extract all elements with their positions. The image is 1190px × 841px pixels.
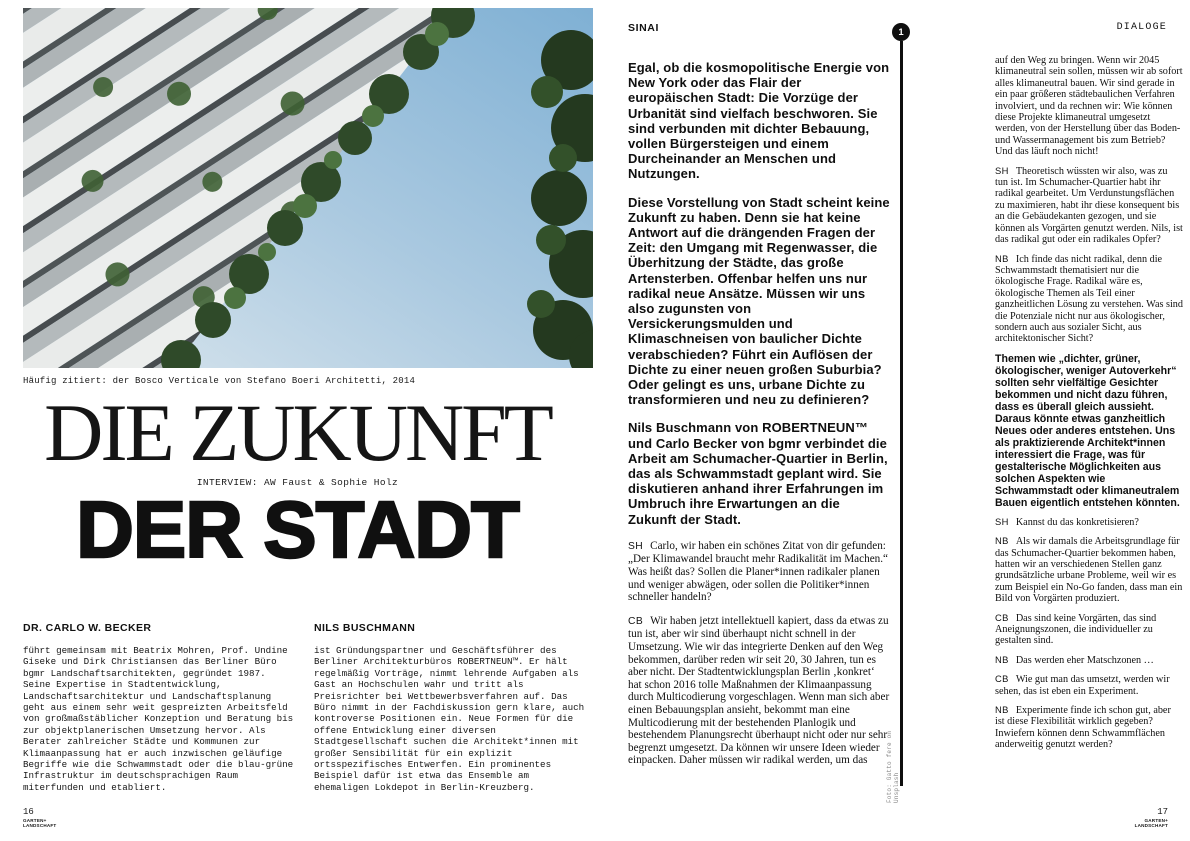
column-rule [900, 41, 903, 786]
interview-column-1 [628, 60, 890, 778]
speaker-label: NB [995, 654, 1009, 665]
folio-left [23, 807, 56, 829]
paragraph-text: Ich finde das nicht radikal, denn die Schwammstadt thematisiert nur die ökologische Frage. Radikal wäre es, ökologische Themen als Teil einer ganzheitlichen Lösung zu verstehen. Was sind die Potenziale nicht nur aus ökologischer, sondern auch aus sozialer Sicht, aus architektonischer Sicht? [995, 253, 1183, 345]
paragraph-text: Als wir damals die Arbeitsgrundlage für das Schumacher-Quartier bekommen haben, hatten wir an verschiedenen Stellen ganz grundsätzliche urbane Probleme, weil wir es zum Beispiel ein No-Go fanden, dass man ein Bild von Vorgärten produziert. [995, 536, 1183, 605]
paragraph-block [628, 420, 890, 526]
bio-nils-buschmann [314, 622, 587, 793]
speaker-label: SH [995, 165, 1009, 176]
magazine-logo-right: GARTEN+ LANDSCHAFT [1134, 818, 1168, 829]
speaker-label: SH [995, 516, 1009, 527]
paragraph-block [995, 705, 1183, 751]
interview-column-2 [995, 55, 1183, 759]
paragraph-text: Das werden eher Matschzonen … [1015, 654, 1154, 666]
paragraph-text: Experimente finde ich schon gut, aber ist diese Flexibilität wirklich gegeben? Inwiefern können denn Schwammflächen anderweitig genutzt werden? [995, 705, 1171, 751]
paragraph-block [995, 55, 1183, 158]
paragraph-block [628, 195, 890, 408]
header-left-label: SINAI [628, 22, 660, 34]
paragraph-block [628, 540, 890, 604]
paragraph-text: auf den Weg zu bringen. Wenn wir 2045 klimaneutral sein sollen, müssen wir ab sofort alles klimaneutral bauen. Wir sind gerade in ein paar größeren städtebaulichen Verfahren involviert, und da rechnen wir: Wie können diese Projekte klimaneutral umgesetzt werden, von der Herstellung über das Boden- und Wassermanagement bis zum Betrieb? Und das läuft noch nicht! [995, 55, 1183, 158]
author-bios [23, 622, 587, 793]
magazine-logo-left: GARTEN+ LANDSCHAFT [23, 818, 57, 829]
paragraph-text: Kannst du das konkretisieren? [1015, 516, 1139, 528]
header-right-label: DIALOGE [1116, 22, 1167, 33]
paragraph-text: Themen wie „dichter, grüner, ökologischer, weniger Autoverkehr“ sollten sehr vielfältige Gesichter bekommen und nicht dazu führen, dass es überall gleich aussieht. Daraus könnte etwas ganzheitlich Neues oder anderes entstehen. Uns als praktizierende Architekt*innen interessiert die Frage, was für gestalterische Möglichkeiten aus solchen Aspekten wie Schwammstadt oder klimaneutralem Bauen eigentlich entstehen könnten. [995, 352, 1180, 509]
paragraph-text: Das sind keine Vorgärten, das sind Aneignungszonen, die individueller zu gestalten sind. [995, 612, 1157, 647]
speaker-label: NB [995, 253, 1009, 264]
paragraph-block [995, 536, 1183, 604]
bio-buschmann-name: NILS BUSCHMANN [314, 622, 416, 634]
speaker-label: NB [995, 536, 1009, 547]
speaker-label: CB [995, 612, 1009, 623]
bio-buschmann-text: ist Gründungspartner und Geschäftsführer des Berliner Architekturbüros ROBERTNEUN™. Er hält regelmäßig Vorträge, nimmt lehrende Aufgaben als Gast an Hochschulen wahr und tritt als Preisrichter bei Wettbewerbsverfahren auf. Das Büro nimmt in der Fachdiskussion gern klare, auch kontroverse Positionen ein. Neue Formen für die offene Entwicklung einer diversen Stadtgesellschaft suchen die Architekt*innen mit großer Sensibilität für ein explizit ortsspezifisches Entwerfen. Ein prominentes Beispiel dafür ist etwa das Ensemble am ehemaligen Lokdepot in Berlin-Kreuzberg. [314, 645, 585, 793]
paragraph-text: Carlo, wir haben ein schönes Zitat von dir gefunden: „Der Klimawandel braucht mehr Radikalität im Machen.“ Was heißt das? Sollen die Planer*innen radikaler planen und weniger abwägen, oder sollen die Politiker*innen schneller handeln? [628, 539, 889, 604]
paragraph-block [995, 613, 1183, 647]
paragraph-block [995, 254, 1183, 345]
paragraph-block [628, 60, 890, 182]
bosco-verticale-photo [23, 8, 593, 368]
paragraph-block [995, 674, 1183, 697]
speaker-label: NB [995, 705, 1009, 716]
paragraph-block [995, 517, 1183, 528]
photo-credit-vertical: Foto: Gatto fere on Unsplash [886, 730, 900, 803]
headline-der-stadt: DER STADT [76, 485, 519, 574]
interview-credit: INTERVIEW: AW Faust & Sophie Holz [196, 477, 399, 488]
page-number-left: 16 [23, 807, 34, 818]
speaker-label: CB [628, 615, 644, 627]
paragraph-block [628, 615, 890, 767]
bio-carlo-becker [23, 622, 296, 793]
paragraph-text: Theoretisch wüssten wir also, was zu tun ist. Im Schumacher-Quartier habt ihr radikal gearbeitet. Um Verdunstungsflächen zu maximieren, habt ihr diese konsequent bis an die Gebäudekanten gezogen, und sie können als Vorgärten genutzt werden. Nils, ist das radikal gut oder ein radikales Opfer? [995, 165, 1183, 246]
bosco-verticale-illustration [23, 8, 593, 368]
page-number-right: 17 [1157, 807, 1168, 818]
paragraph-block [995, 166, 1183, 246]
speaker-label: CB [995, 674, 1009, 685]
paragraph-text: Nils Buschmann von ROBERTNEUN™ und Carlo Becker von bgmr verbindet die Arbeit am Schumacher-Quartier in Berlin, das als Schwammstadt geplant wird. Sie diskutieren anhand ihrer Erfahrungen im Umbruch ihre Erwartungen an die Zukunft der Stadt. [628, 420, 888, 527]
paragraph-block [995, 655, 1183, 666]
magazine-page-17 [595, 0, 1190, 841]
paragraph-text: Wie gut man das umsetzt, werden wir sehen, das ist eben ein Experiment. [995, 674, 1170, 697]
folio-right [1135, 807, 1168, 829]
page-marker-badge: 1 [892, 23, 910, 41]
paragraph-block [995, 353, 1183, 509]
paragraph-text: Wir haben jetzt intellektuell kapiert, dass da etwas zu tun ist, aber wir sind überhaupt nicht schnell in der Umsetzung. Wie wir das integrierte Denken auf den Weg bekommen, darüber reden wir seit 20, 30 Jahren, tun es aber nicht. Der Stadtentwicklungsplan Berlin ‚konkret‘ hat schon 2016 tolle Maßnahmen der Klimaanpassung durch Multicodierung vorgeschlagen. Wenn man sich aber einen Bebauungsplan ansieht, bekommt man eine Multicodierung mit der bestehenden Planlogik und bestehendem Planungsrecht überhaupt nicht oder nur sehr begrenzt umgesetzt. Da können wir unsere Ideen wieder einpacken. Daher müssen wir radikal werden, um das [628, 614, 890, 767]
bio-becker-text: führt gemeinsam mit Beatrix Mohren, Prof. Undine Giseke und Dirk Christiansen das Berliner Büro bgmr Landschaftsarchitekten, gegründet 1987. Seine Expertise in Stadtentwicklung, Landschaftsarchitektur und Landschaftsplanung geht aus einem sehr weit gespreizten Arbeitsfeld von großmaßstäblicher Konzeption und Beratung bis zur objektplanerischen Umsetzung hervor. Als Berater zahlreicher Städte und Kommunen zur Klimaanpassung hat er auch inzwischen geläufige Begriffe wie die Schwammstadt oder die blau-grüne Infrastruktur im deutschsprachigen Raum miterfunden und etabliert. [23, 645, 294, 793]
bio-becker-name: DR. CARLO W. BECKER [23, 622, 152, 634]
speaker-label: SH [628, 540, 644, 552]
paragraph-text: Diese Vorstellung von Stadt scheint keine Zukunft zu haben. Denn sie hat keine Antwort auf die drängenden Fragen der Zeit: den Umgang mit Regenwasser, die Überhitzung der Städte, das große Artensterben. Offenbar helfen uns nur radikal neue Ansätze. Müssen wir uns also zugunsten von Versickerungsmulden und Klimaschneisen von baulicher Dichte verabschieden? Führt ein Auflösen der Dichte zu einer neuen großen Suburbia? Oder gelingt es uns, urbane Dichte zu transformieren und neu zu definieren? [628, 194, 890, 408]
photo-caption: Häufig zitiert: der Bosco Verticale von Stefano Boeri Architetti, 2014 [23, 376, 416, 386]
paragraph-text: Egal, ob die kosmopolitische Energie von New York oder das Flair der europäischen Stadt: Die Vorzüge der Urbanität sind vielfach beschworen. Sie sind verbunden mit dichter Bebauung, vollen Bürgersteigen und einem Durcheinander an Menschen und Nutzungen. [628, 60, 890, 182]
headline-die-zukunft: DIE ZUKUNFT [44, 387, 551, 478]
